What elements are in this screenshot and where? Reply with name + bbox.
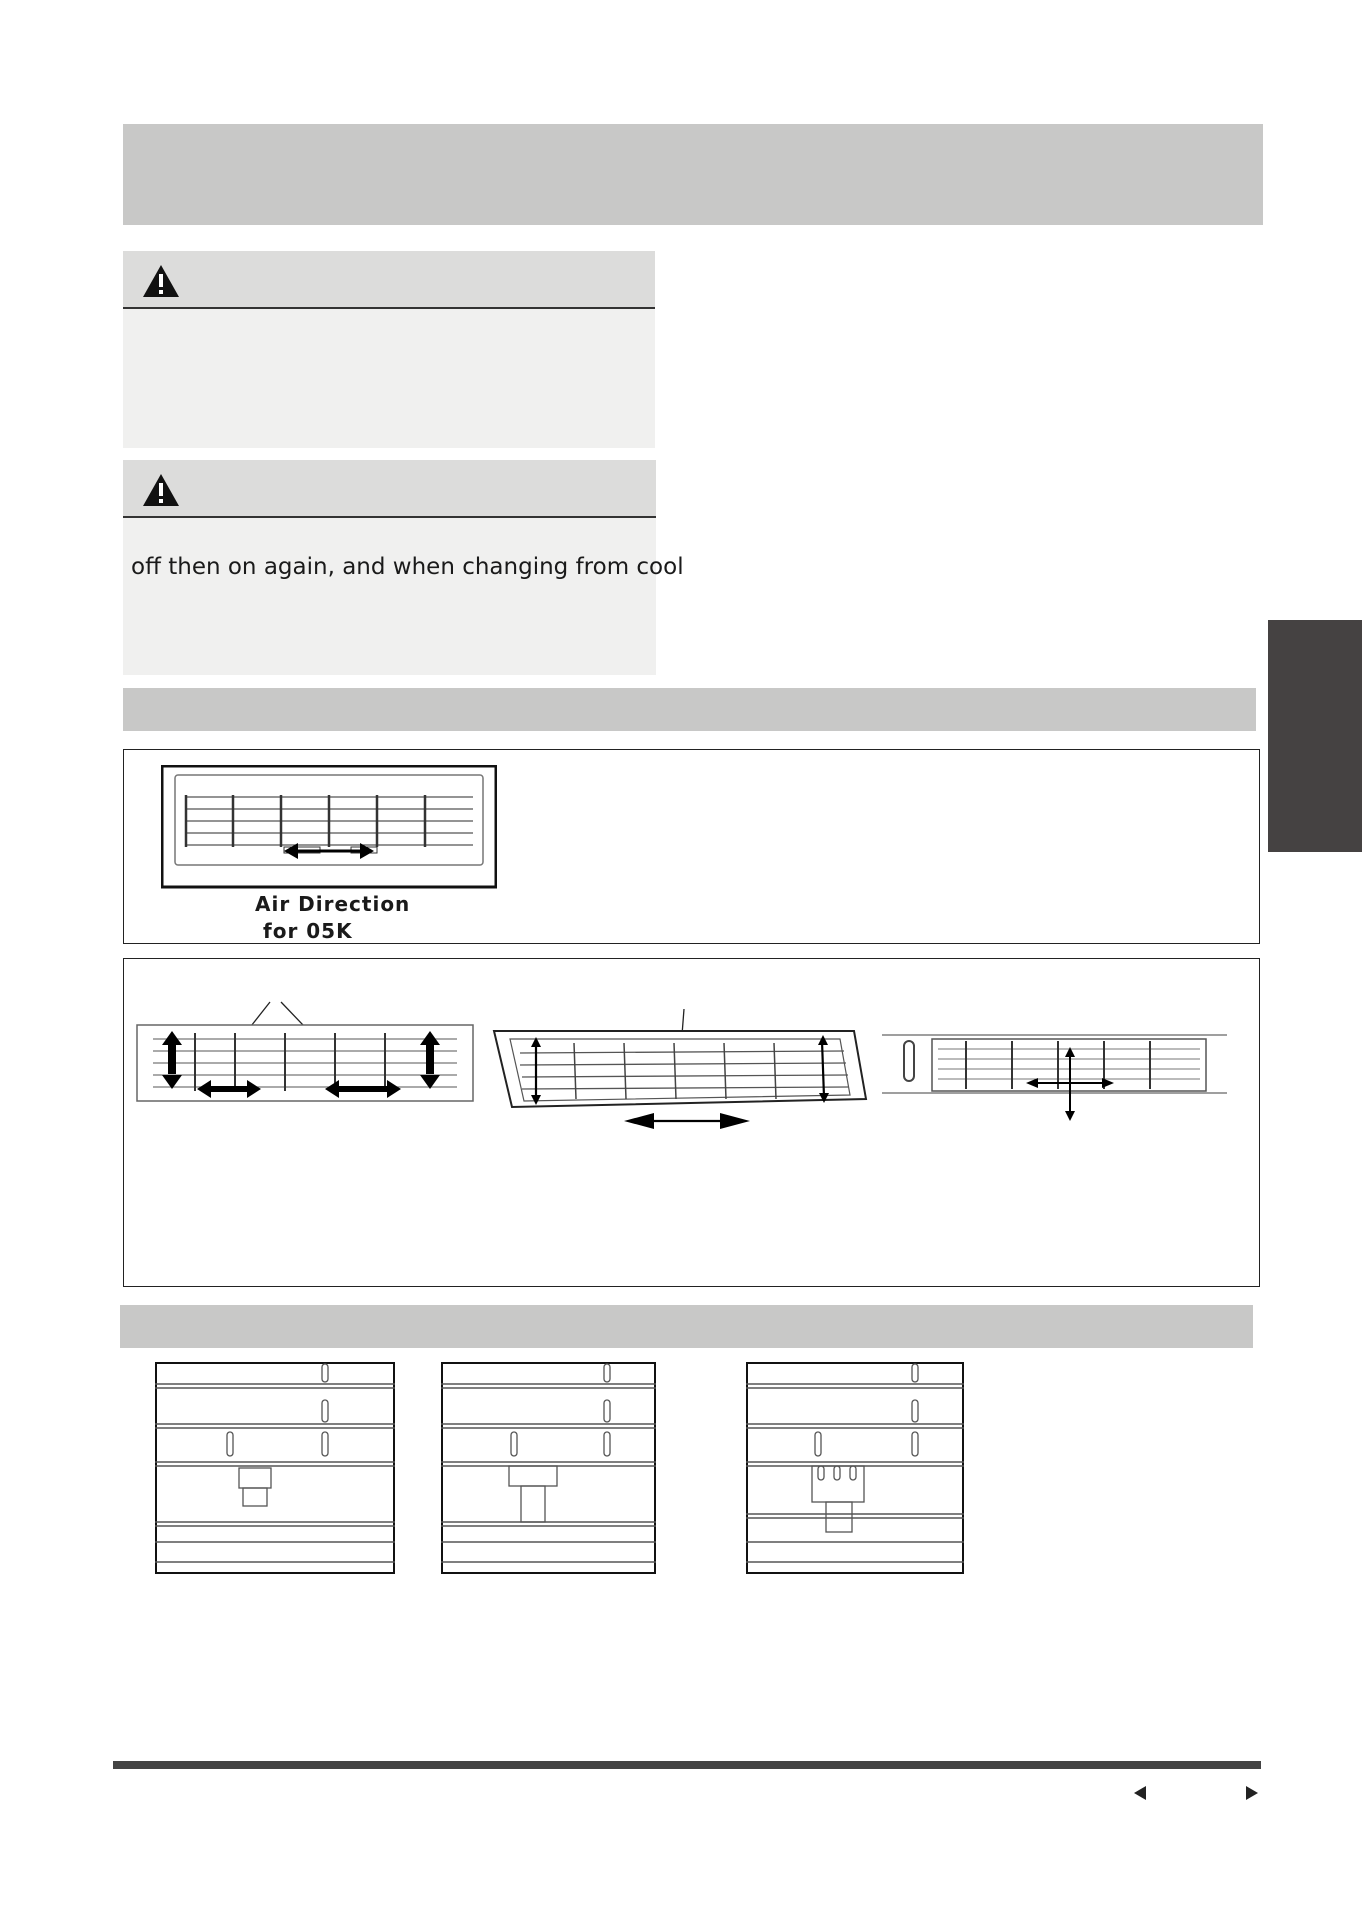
grille-illustration-right: [882, 1013, 1227, 1127]
caution-box-1: [123, 251, 655, 448]
caution-box-2: [123, 460, 684, 675]
caution-text: off then on again, and when changing from cool: [131, 554, 684, 580]
prev-page-icon[interactable]: [1134, 1786, 1146, 1800]
louver-detail-1: [155, 1362, 395, 1574]
louver-adjustment-panel: [123, 958, 1260, 1287]
air-direction-caption-line2: for 05K: [263, 919, 353, 943]
grille-illustration-left: [135, 999, 480, 1111]
caution-header-1: [123, 251, 655, 309]
next-page-icon[interactable]: [1246, 1786, 1258, 1800]
air-direction-05k-panel: [123, 749, 1260, 944]
page-title-bar: [123, 124, 1263, 225]
caution-header-2: [123, 460, 656, 518]
louver-detail-3: [746, 1362, 964, 1574]
grille-illustration-middle: [484, 1009, 874, 1129]
section-bar-air-direction: [123, 688, 1256, 731]
footer-rule: [113, 1761, 1261, 1769]
louver-detail-2: [441, 1362, 656, 1574]
air-direction-caption-line1: Air Direction: [255, 892, 411, 916]
side-chapter-tab: [1268, 620, 1362, 852]
section-bar-louver: [120, 1305, 1253, 1348]
grille-05k-illustration: [161, 765, 497, 889]
warning-icon: [141, 263, 181, 299]
double-arrow-icon: [284, 840, 374, 862]
warning-icon: [141, 472, 181, 508]
